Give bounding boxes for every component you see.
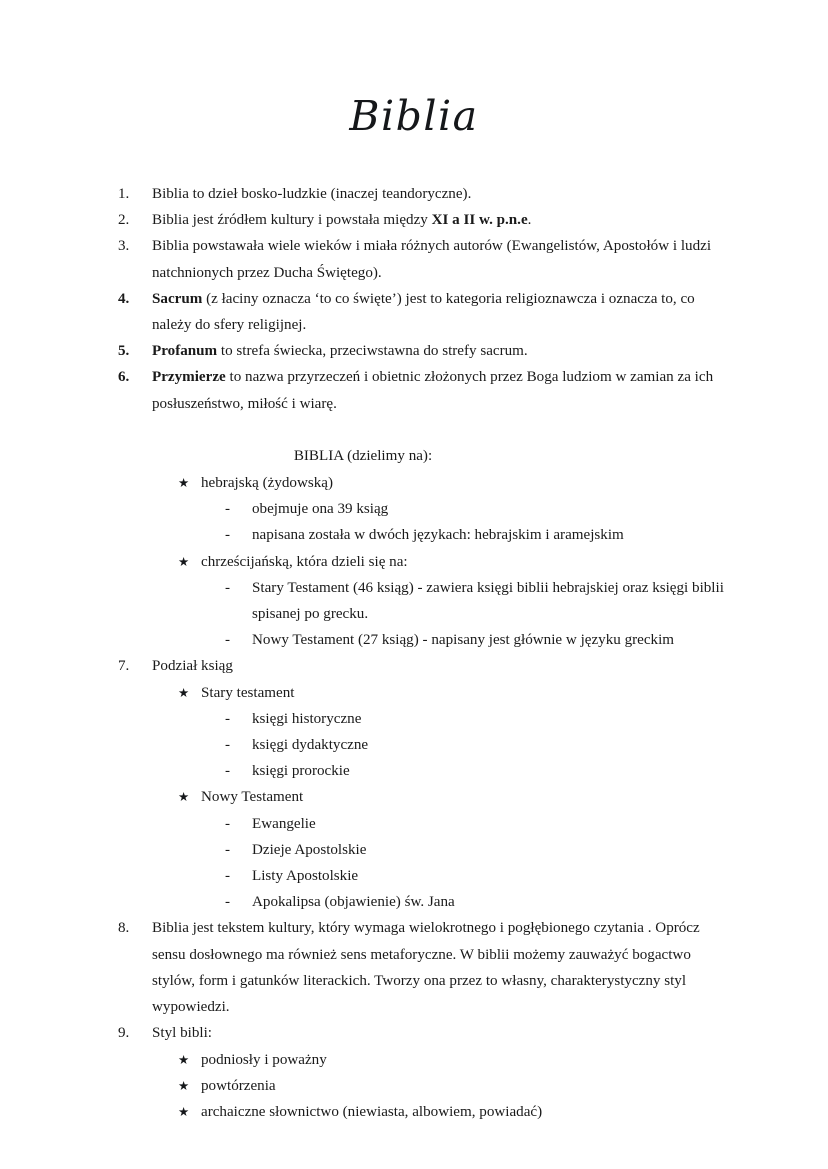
- dash-icon: -: [225, 710, 231, 727]
- dash-icon: -: [225, 632, 231, 649]
- star-icon: ★: [178, 554, 190, 569]
- list-item-3: [118, 233, 768, 285]
- star-item-nowy-testament: [118, 784, 768, 810]
- list-item-4: [118, 286, 768, 338]
- list-marker-6: 6.: [118, 369, 130, 386]
- list-marker-3: 3.: [118, 238, 130, 255]
- list-text-2-after: .: [527, 212, 532, 229]
- list-text-1: Biblia to dzieł bosko-ludzkie (inaczej teandoryczne).: [152, 186, 472, 202]
- list-text-5-bold: Profanum: [152, 343, 218, 360]
- star-icon: ★: [178, 1078, 190, 1093]
- dash-label-nowy-0: Ewangelie: [252, 815, 316, 832]
- star-label-chrzescijanska: chrześcijańską, która dzieli się na:: [201, 553, 408, 570]
- dash-label-nowy-3: Apokalipsa (objawienie) św. Jana: [252, 894, 455, 911]
- podzial-ksiag-tree: [118, 680, 768, 916]
- dash-icon: -: [225, 501, 231, 518]
- dash-label-chrzescijanska-0: Stary Testament (46 ksiąg) - zawiera księgi biblii hebrajskiej oraz księgi biblii spisanej po grecku.: [252, 579, 724, 623]
- star-item-stary-testament: [118, 680, 768, 706]
- star-icon: ★: [178, 476, 190, 491]
- star-icon: ★: [178, 1052, 190, 1067]
- star-item-hebrajska: [118, 470, 768, 496]
- list-text-4-after: (z łaciny oznacza ‘to co święte’) jest to kategoria religioznawcza i oznacza to, co należy do sfery religijnej.: [152, 290, 695, 334]
- list-text-2-bold: XI a II w. p.n.e: [431, 212, 528, 229]
- list-text-4: [152, 286, 730, 338]
- dash-item-nowy-0: [118, 811, 768, 837]
- star-label-styl-1: powtórzenia: [201, 1077, 276, 1094]
- list-marker-5: 5.: [118, 343, 130, 360]
- dash-icon: -: [225, 841, 231, 858]
- list-text-6-bold: Przymierze: [152, 369, 226, 386]
- list-text-5-after: to strefa świecka, przeciwstawna do strefy sacrum.: [217, 343, 528, 360]
- star-icon: ★: [178, 685, 190, 700]
- list-marker-8: 8.: [118, 920, 130, 937]
- list-marker-2: 2.: [118, 212, 130, 229]
- dash-label-stary-2: księgi prorockie: [252, 763, 350, 780]
- dash-item-stary-0: [118, 706, 768, 732]
- star-item-styl-2: [118, 1099, 768, 1125]
- star-label-hebrajska: hebrajską (żydowską): [201, 475, 334, 492]
- star-item-styl-1: [118, 1073, 768, 1099]
- list-text-6-after: to nazwa przyrzeczeń i obietnic złożonych przez Boga ludziom w zamian za ich posłuszeństwo, miłość i wiarę.: [152, 369, 714, 412]
- list-item-2: [118, 207, 768, 233]
- dash-label-stary-1: księgi dydaktyczne: [252, 737, 369, 754]
- dash-item-hebrajska-1: [118, 522, 768, 548]
- dash-item-chrzescijanska-0: [118, 575, 768, 627]
- dash-icon: -: [225, 579, 231, 596]
- dash-icon: -: [225, 868, 231, 885]
- dash-item-nowy-1: [118, 837, 768, 863]
- star-label-stary-testament: Stary testament: [201, 684, 295, 701]
- list-text-6: [152, 364, 730, 416]
- list-text-8: Biblia jest tekstem kultury, który wymaga wielokrotnego i pogłębionego czytania . Oprócz sensu dosłownego ma również sens metaforyczne. W biblii możemy zauważyć bogactwo stylów, form i gatunków literackich. Tworzy ona przez to własny, charakterystyczny styl wypowiedzi.: [152, 920, 700, 1016]
- dash-label-nowy-2: Listy Apostolskie: [252, 868, 359, 885]
- dash-item-chrzescijanska-1: [118, 627, 768, 653]
- list-item-9: [118, 1020, 768, 1046]
- dash-icon: -: [225, 894, 231, 911]
- list-item-8: [118, 915, 768, 1020]
- list-text-3: Biblia powstawała wiele wieków i miała różnych autorów (Ewangelistów, Apostołów i ludzi natchnionych przez Ducha Świętego).: [152, 238, 712, 281]
- biblia-division-tree: [118, 470, 768, 653]
- dash-label-stary-0: księgi historyczne: [252, 710, 362, 727]
- dash-label-hebrajska-0: obejmuje ona 39 ksiąg: [252, 501, 389, 518]
- list-text-9: Styl bibli:: [152, 1025, 212, 1042]
- list-item-7: [118, 653, 768, 679]
- star-item-styl-0: [118, 1047, 768, 1073]
- list-marker-7: 7.: [118, 658, 130, 675]
- star-item-chrzescijanska: [118, 549, 768, 575]
- star-label-styl-0: podniosły i poważny: [201, 1051, 327, 1068]
- dash-item-stary-1: [118, 732, 768, 758]
- dash-label-nowy-1: Dzieje Apostolskie: [252, 841, 367, 858]
- star-icon: ★: [178, 1104, 190, 1119]
- list-text-4-bold: Sacrum: [152, 290, 203, 307]
- list-marker-1: 1.: [118, 186, 130, 202]
- dash-icon: -: [225, 737, 231, 754]
- list-text-5: [152, 338, 730, 364]
- dash-icon: -: [225, 815, 231, 832]
- list-text-7: Podział ksiąg: [152, 658, 233, 675]
- list-item-5: [118, 338, 768, 364]
- list-item-6: [118, 364, 768, 416]
- star-icon: ★: [178, 790, 190, 805]
- dash-label-chrzescijanska-1: Nowy Testament (27 ksiąg) - napisany jest głównie w języku greckim: [252, 632, 675, 649]
- styl-bibli-list: [118, 1047, 768, 1126]
- list-marker-9: 9.: [118, 1025, 130, 1042]
- list-marker-4: 4.: [118, 290, 130, 307]
- star-label-nowy-testament: Nowy Testament: [201, 789, 304, 806]
- dash-item-hebrajska-0: [118, 496, 768, 522]
- star-label-styl-2: archaiczne słownictwo (niewiasta, albowiem, powiadać): [201, 1103, 543, 1120]
- dash-item-nowy-3: [118, 889, 768, 915]
- dash-item-stary-2: [118, 758, 768, 784]
- dash-label-hebrajska-1: napisana została w dwóch językach: hebrajskim i aramejskim: [252, 527, 624, 544]
- dash-icon: -: [225, 527, 231, 544]
- list-item-1: [118, 181, 768, 207]
- page-title: Biblia: [349, 92, 479, 140]
- dash-item-nowy-2: [118, 863, 768, 889]
- dash-icon: -: [225, 763, 231, 780]
- biblia-division-heading: BIBLIA (dzielimy na):: [293, 447, 433, 464]
- list-text-2: [152, 207, 730, 233]
- document-body: [0, 137, 828, 1125]
- list-text-2-before: Biblia jest źródłem kultury i powstała między: [152, 212, 432, 229]
